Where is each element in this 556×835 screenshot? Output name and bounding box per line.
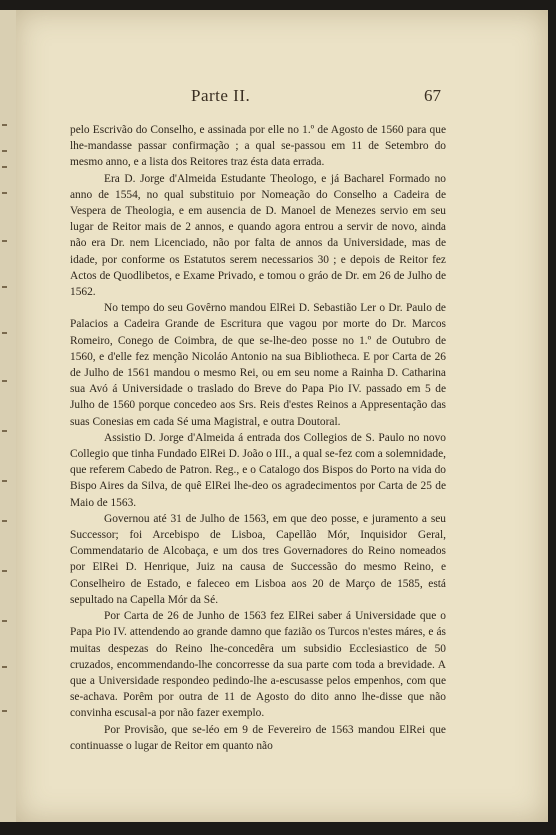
- facing-page-marks: [0, 100, 10, 820]
- paragraph: Assistio D. Jorge d'Almeida á entrada dos Collegios de S. Paulo no novo Collegio que tinha Fundado ElRei D. João o III., a qual se-fez com a solemnidade, que referem Cabedo de Patron. Reg., e o Catalogo dos Bispos do Porto na vida do Bispo Aires da Silva, de quê ElRei lhe-deo os agradecimentos por Carta de 25 de Maio de 1563.: [70, 431, 446, 509]
- paragraph: pelo Escrivão do Conselho, e assinada por elle no 1.º de Agosto de 1560 para que lhe-mandasse passar confirmação ; a qual se-passou em 11 de Setembro do mesmo anno, e a lista dos Reitores traz ésta data errada.: [70, 124, 446, 169]
- paragraph: No tempo do seu Govêrno mandou ElRei D. Sebastião Ler o Dr. Paulo de Palacios a Cadeira Grande de Escritura que vagou por morte do Dr. Marcos Romeiro, Conego de Coimbra, de que se-lhe-deo posse no 1.º de Outubro de 1560, e d'elle fez menção Nicoláo Antonio na sua Bibliotheca. E por Carta de 26 de Julho de 1561 mandou o mesmo Rei, ou em seu nome a Rainha D. Catharina sua Avó á Universidade o traslado do Breve do Papa Pio IV. passado em 5 de Julho de 1560 porque concedeo aos Srs. Reis d'estes Reinos a Appresentação das suas Conesias em cada Sé uma Magistral, e outra Doutoral.: [70, 302, 446, 428]
- running-title: Parte II.: [191, 86, 251, 105]
- running-header: [16, 86, 548, 110]
- paragraph: Por Carta de 26 de Junho de 1563 fez ElRei saber á Universidade que o Papa Pio IV. attendendo ao grande damno que fazião os Turcos n'estes máres, e ás muitas despezas do Reino lhe-concedêra um subsidio Ecclesiastico de 50 cruzados, encommendando-lhe concorresse da sua parte com toda a brevidade. A que a Universidade respondeo pedindo-lhe a-escusasse pelos empenhos, com que se-achava. Porêm por outra de 11 de Agosto do dito anno lhe-disse que não convinha escusal-a por não fazer exemplo.: [70, 610, 446, 720]
- paragraph: Por Provisão, que se-léo em 9 de Fevereiro de 1563 mandou ElRei que continuasse o lugar de Reitor em quanto não: [70, 723, 446, 752]
- facing-page-edge: [0, 10, 16, 822]
- paragraph: Era D. Jorge d'Almeida Estudante Theologo, e já Bacharel Formado no anno de 1554, no qual substituio por Nomeação do Conselho a Cadeira de Vespera de Theologia, e em ausencia de D. Manoel de Menezes servio em seu lugar de Reitor mais de 2 annos, e quando agora entrou a servir de novo, ainda não era Dr. nem Licenciado, não por falta de annos da Universidade, mas de idade, por conforme os Estatutos serem necessarios 30 ; e depois de Reitor fez Actos de Quodlibetos, e Exame Privado, e tomou o gráo de Dr. em 26 de Julho de 1562.: [70, 172, 446, 299]
- book-page: [16, 10, 548, 822]
- page-number: 67: [424, 86, 441, 105]
- paragraph: Governou até 31 de Julho de 1563, em que deo posse, e juramento a seu Successor; foi Arcebispo de Lisboa, Capellão Mór, Inquisidor Geral, Commendatario de Alcobaça, e um dos tres Governadores do Reino nomeados por ElRei D. Henrique, Juiz na causa de Successão do mesmo Reino, e Conselheiro de Estado, e faleceo em Lisboa aos 20 de Março de 1585, está sepultado na Capella Mór da Sé.: [70, 512, 446, 606]
- body-text: [70, 122, 446, 754]
